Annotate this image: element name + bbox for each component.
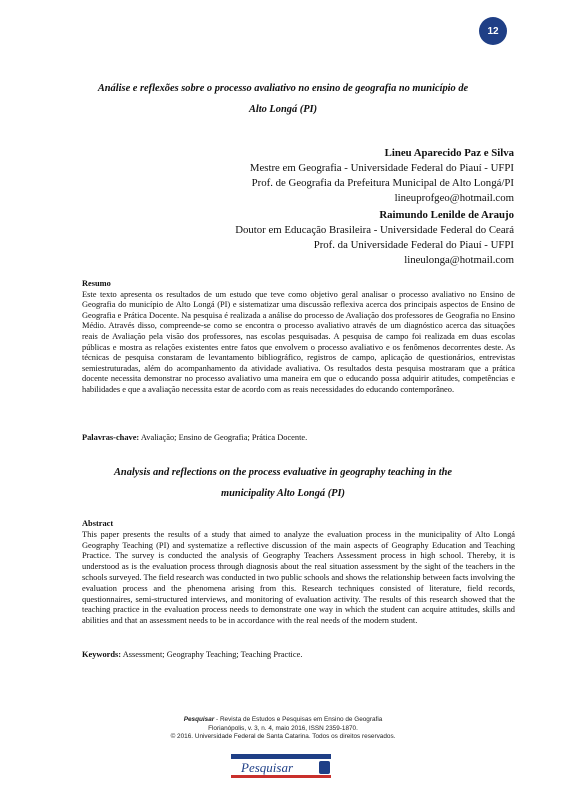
title-en-line-1: Analysis and reflections on the process evaluative in geography teaching in the — [114, 467, 452, 478]
author-2-position: Prof. da Universidade Federal do Piauí - UFPI — [313, 239, 514, 251]
palavras-chave-text: Avaliação; Ensino de Geografia; Prática Docente. — [140, 433, 308, 442]
keywords-text: Assessment; Geography Teaching; Teaching Practice. — [122, 650, 303, 659]
journal-logo — [231, 754, 331, 782]
author-2-degree: Doutor em Educação Brasileira - Universidade Federal do Ceará — [235, 224, 514, 236]
author-1-degree: Mestre em Geografia - Universidade Federal do Piauí - UFPI — [249, 162, 514, 174]
author-1-name: Lineu Aparecido Paz e Silva — [384, 147, 514, 159]
author-2-email[interactable]: lineulonga@hotmail.com — [404, 254, 514, 266]
author-1-block — [250, 146, 514, 206]
palavras-chave — [82, 433, 307, 442]
abstract-section — [82, 519, 515, 627]
resumo-section — [82, 279, 515, 396]
footer-line-2: Florianópolis, v. 3, n. 4, maio 2016, ISSN 2359-1870. — [208, 724, 358, 732]
footer-line-3: © 2016. Universidade Federal de Santa Catarina. Todos os direitos reservados. — [170, 733, 396, 741]
footer-journal-name: Pesquisar — [183, 716, 215, 723]
keywords-label: Keywords: — [82, 650, 122, 659]
author-1-email[interactable]: lineuprofgeo@hotmail.com — [394, 192, 514, 204]
resumo-heading: Resumo — [82, 279, 111, 288]
university-seal-icon — [319, 761, 330, 774]
page-footer — [0, 716, 566, 742]
title-en-line-2: municipality Alto Longá (PI) — [220, 488, 346, 499]
title-pt-line-2: Alto Longá (PI) — [248, 104, 318, 115]
title-pt-line-1: Análise e reflexões sobre o processo avaliativo no ensino de geografia no município de — [97, 83, 469, 94]
footer-line-1 — [0, 716, 566, 725]
resumo-text: Este texto apresenta os resultados de um estudo que teve como objetivo geral analisar o processo avaliativo no Ensino de Geografia do município de Alto Longá (PI) e sistematizar uma discussão reflexiva acerca dos principais aspectos de Ensino de Geografia e Prática Docente. Na pesquisa é realizada a análise do processo de Avaliação dos professores de Geografia no Ensino Médio. Através disso, compreende-se como se encontra o processo avaliativo através de um diagnóstico acerca das situações reais de Avaliação pela visão dos professores, nas escolas pesquisadas. A pesquisa de campo foi realizada em duas escolas públicas e mostra as relações existentes entre fatos que envolvem o processo avaliativo e os fenômenos decorrentes deste. As técnicas de pesquisa constaram de levantamento bibliográfico, registros de campo, aplicação de questionários, entrevistas semiestruturadas, além do acompanhamento da atividade avaliativa. Os resultados desta pesquisa mostraram que a prática docente necessita demonstrar no processo avaliativo uma maneira em que o educando possa adquirir atitudes, competências e habilidades e que a avaliação necessita estar de acordo com as reais necessidades do educando contemporâneo. — [82, 289, 515, 394]
keywords — [82, 650, 302, 659]
author-2-block — [235, 208, 514, 268]
logo-top-bar — [231, 754, 331, 759]
abstract-heading: Abstract — [82, 519, 114, 528]
title-english — [60, 462, 506, 504]
footer-journal-subtitle: - Revista de Estudos e Pesquisas em Ensino de Geografia — [214, 716, 383, 723]
title-portuguese — [60, 78, 506, 120]
abstract-text: This paper presents the results of a study that aimed to analyze the evaluation process in the municipality of Alto Longá Geography Teaching (PI) and systematize a reflective discussion of the main aspects of Geography Education and Teaching Practice. The survey is conducted the analysis of Geography Teachers Assessment process in high school. Thereby, it is understood as is the evaluation process through diagnosis about the real situation assessment by the sight of the teachers in the schools surveyed. The field research was conducted in two public schools and shows the relationship between facts involving the evaluation process and the phenomena arising from this. Research techniques consisted of literature, field records, questionnaires, semi-structured interviews, and monitoring of evaluation activity. The results of this research showed that the teaching practice in the evaluation process needs to demonstrate one way in which the student can acquire attitudes, skills and abilities and that an assessment needs to be in accordance with the real needs of the modern student. — [82, 529, 515, 626]
author-2-name: Raimundo Lenilde de Araujo — [379, 209, 514, 221]
palavras-chave-label: Palavras-chave: — [82, 433, 140, 442]
logo-wordmark: Pesquisar — [241, 760, 293, 775]
page-number-badge: 12 — [479, 17, 507, 45]
author-1-position: Prof. de Geografia da Prefeitura Municipal de Alto Longá/PI — [251, 177, 514, 189]
logo-bottom-bar — [231, 775, 331, 778]
